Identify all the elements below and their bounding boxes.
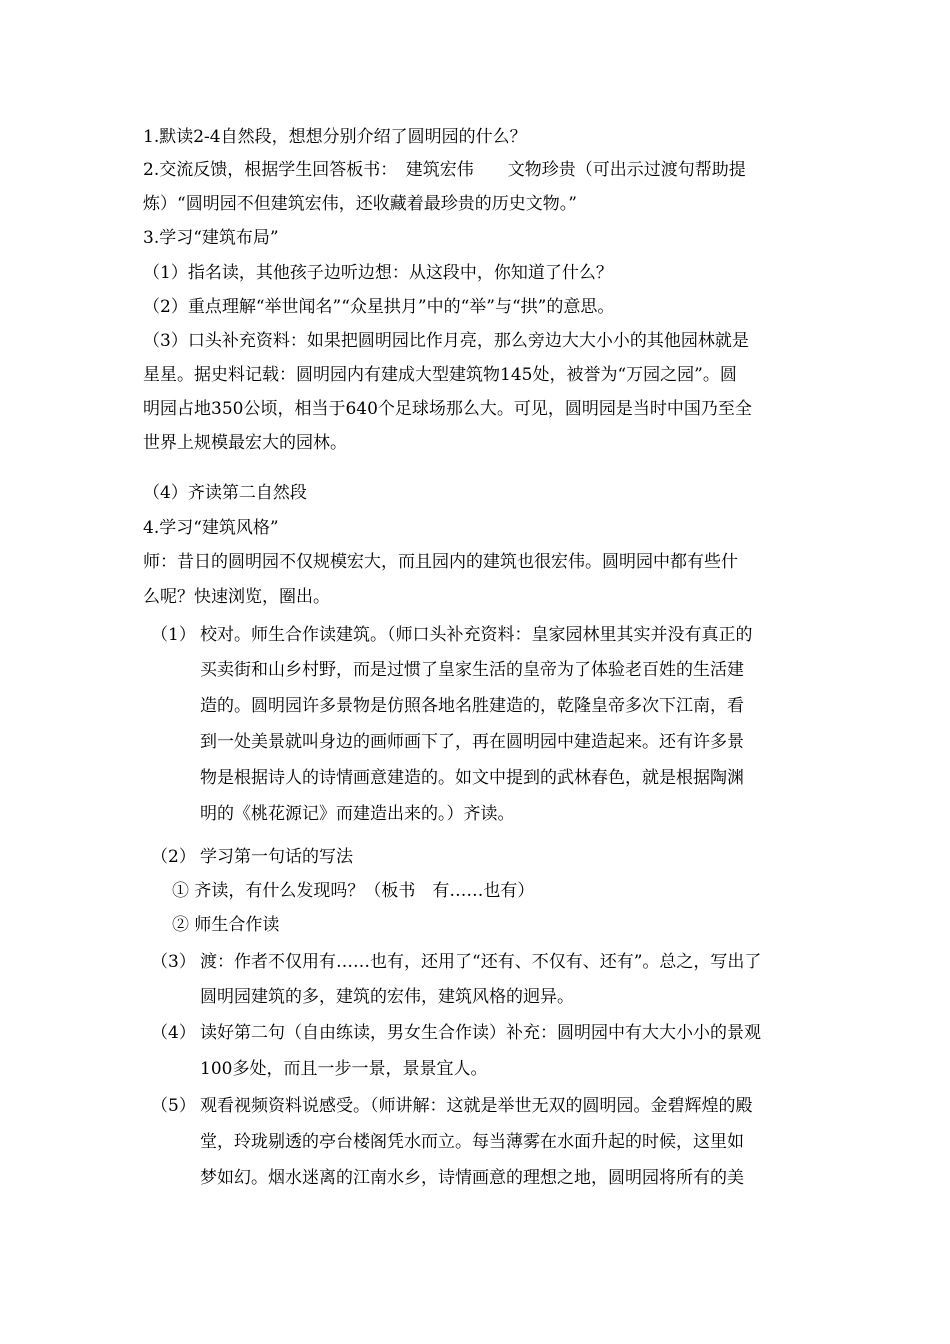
list-item-line: 读好第二句（自由练读，男女生合作读）补充：圆明园中有大大小小的景观 (200, 1023, 761, 1043)
text-line: 星星。据史料记载：圆明园内有建成大型建筑物145处，被誉为“万园之园”。圆 (143, 365, 737, 385)
item-number: （3） (151, 952, 196, 972)
item-number: （1） (151, 625, 196, 645)
list-item-line: 100多处，而且一步一景，景景宜人。 (200, 1059, 488, 1079)
list-item-line: 梦如幻。烟水迷离的江南水乡，诗情画意的理想之地，圆明园将所有的美 (200, 1168, 744, 1188)
text-line: 么呢？快速浏览，圈出。 (143, 587, 330, 607)
item-number: （4） (151, 1023, 196, 1043)
text-line: （3）口头补充资料：如果把圆明园比作月亮，那么旁边大大小小的其他园林就是 (143, 331, 749, 351)
text-line: 明园占地350公顷，相当于640个足球场那么大。可见，圆明园是当时中国乃至全 (143, 399, 752, 419)
text-line: 炼）“圆明园不但建筑宏伟，还收藏着最珍贵的历史文物。” (143, 194, 577, 214)
sub-item: ② 师生合作读 (172, 915, 280, 935)
list-item-line: 明的《桃花源记》而建造出来的。）齐读。 (200, 804, 515, 824)
text-line: 2.交流反馈，根据学生回答板书： 建筑宏伟 文物珍贵（可出示过渡句帮助提 (143, 160, 746, 180)
list-item-line: 观看视频资料说感受。（师讲解：这就是举世无双的圆明园。金碧辉煌的殿 (200, 1096, 753, 1116)
item-number: （2） (151, 847, 196, 867)
list-item-line: 圆明园建筑的多，建筑的宏伟，建筑风格的迥异。 (200, 987, 574, 1007)
text-line: 1.默读2-4自然段，想想分别介绍了圆明园的什么？ (143, 127, 527, 147)
list-item-line: 堂，玲珑剔透的亭台楼阁凭水而立。每当薄雾在水面升起的时候，这里如 (200, 1132, 744, 1152)
item-number: （5） (151, 1096, 196, 1116)
list-item-line: 造的。圆明园许多景物是仿照各地名胜建造的，乾隆皇帝多次下江南，看 (200, 696, 744, 716)
list-item-line: 渡：作者不仅用有……也有，还用了“还有、不仅有、还有”。总之，写出了 (200, 952, 762, 972)
text-line: 世界上规模最宏大的园林。 (143, 433, 347, 453)
text-line: （2）重点理解“举世闻名”“众星拱月”中的“举”与“拱”的意思。 (143, 297, 615, 317)
text-line: 师：昔日的圆明园不仅规模宏大，而且园内的建筑也很宏伟。圆明园中都有些什 (143, 552, 738, 572)
list-item-line: 校对。师生合作读建筑。（师口头补充资料：皇家园林里其实并没有真正的 (200, 625, 753, 645)
list-item-line: 买卖街和山乡村野，而是过惯了皇家生活的皇帝为了体验老百姓的生活建 (200, 660, 744, 680)
section-heading: 4.学习“建筑风格” (143, 518, 279, 538)
text-line: （4）齐读第二自然段 (143, 483, 307, 503)
text-line: （1）指名读，其他孩子边听边想：从这段中，你知道了什么？ (143, 263, 613, 283)
sub-item: ① 齐读，有什么发现吗？（板书 有……也有） (172, 881, 535, 901)
list-item-line: 物是根据诗人的诗情画意建造的。如文中提到的武林春色，就是根据陶渊 (200, 768, 744, 788)
section-heading: 3.学习“建筑布局” (143, 228, 279, 248)
list-item-line: 到一处美景就叫身边的画师画下了，再在圆明园中建造起来。还有许多景 (200, 732, 744, 752)
list-item-line: 学习第一句话的写法 (200, 847, 353, 867)
